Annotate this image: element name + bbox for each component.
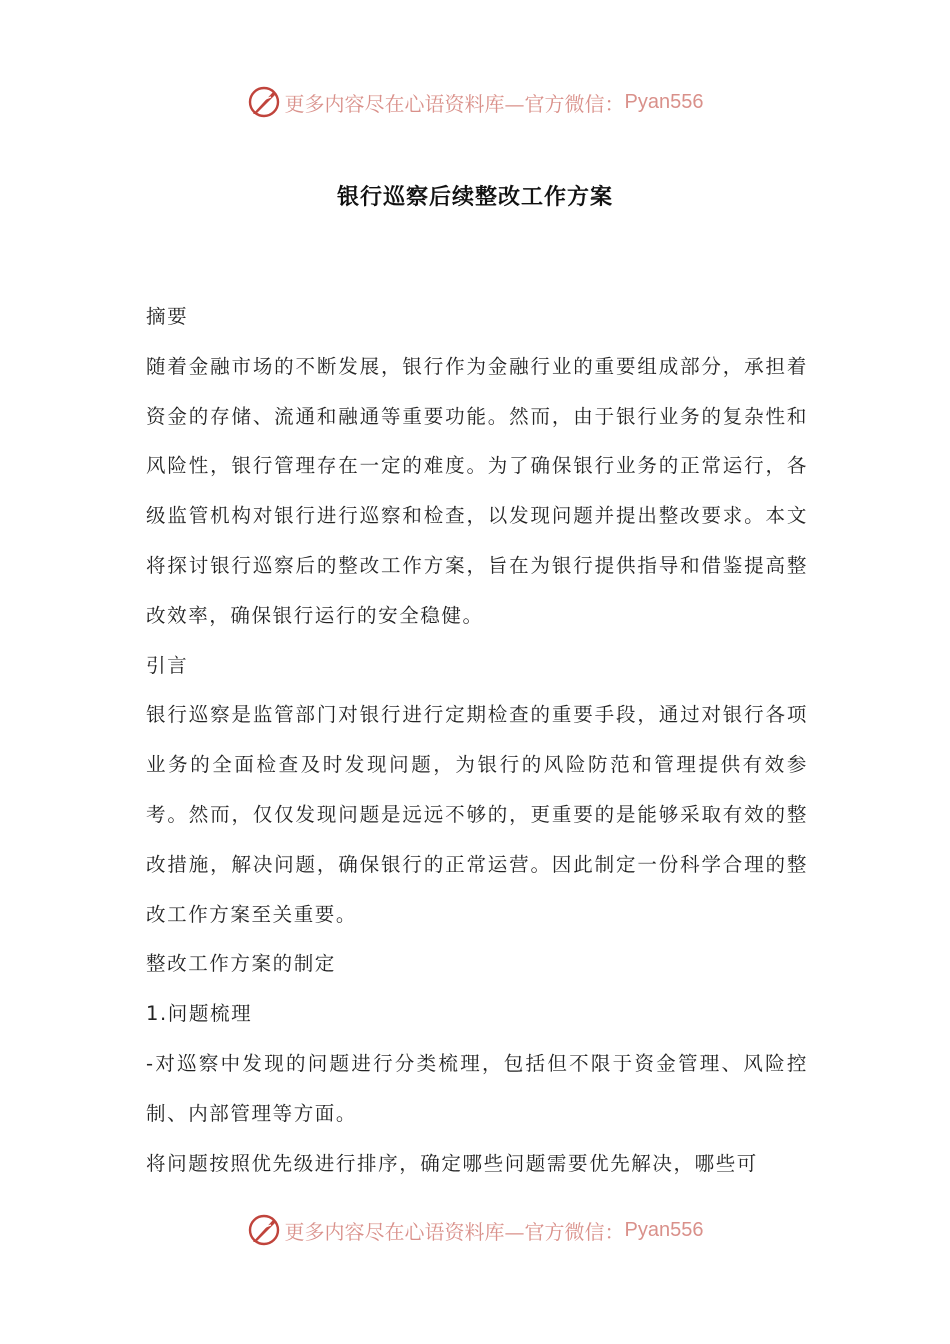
item1-text: 将问题按照优先级进行排序，确定哪些问题需要优先解决，哪些可 bbox=[146, 1151, 758, 1175]
watermark-text: 更多内容尽在心语资料库—官方微信： bbox=[284, 91, 625, 116]
quill-logo-icon bbox=[247, 1213, 281, 1247]
document-body bbox=[146, 292, 808, 1188]
plan-heading: 整改工作方案的制定 bbox=[146, 952, 336, 976]
footer-watermark bbox=[0, 1210, 950, 1250]
intro-paragraph: 银行巡察是监管部门对银行进行定期检查的重要手段，通过对银行各项业务的全面检查及时发现问题，为银行的风险防范和管理提供有效参考。然而，仅仅发现问题是远远不够的，更重要的是能够采取有效的整改措施，解决问题，确保银行的正常运营。因此制定一份科学合理的整改工作方案至关重要。 bbox=[146, 703, 808, 926]
watermark-wechat-id: Pyan556 bbox=[624, 1218, 704, 1241]
abstract-paragraph: 随着金融市场的不断发展，银行作为金融行业的重要组成部分，承担着资金的存储、流通和融通等重要功能。然而，由于银行业务的复杂性和风险性，银行管理存在一定的难度。为了确保银行业务的正常运行，各级监管机构对银行进行巡察和检查，以发现问题并提出整改要求。本文将探讨银行巡察后的整改工作方案，旨在为银行提供指导和借鉴提高整改效率，确保银行运行的安全稳健。 bbox=[146, 354, 808, 627]
document-title: 银行巡察后续整改工作方案 bbox=[336, 184, 613, 210]
intro-heading: 引言 bbox=[146, 653, 189, 677]
watermark-wechat-id: Pyan556 bbox=[624, 90, 704, 113]
item1-bullet: -对巡察中发现的问题进行分类梳理，包括但不限于资金管理、风险控制、内部管理等方面。 bbox=[146, 1051, 808, 1125]
item1-heading: 1.问题梳理 bbox=[146, 1002, 253, 1026]
abstract-heading: 摘要 bbox=[146, 305, 189, 328]
watermark-text: 更多内容尽在心语资料库—官方微信： bbox=[284, 1219, 625, 1244]
header-watermark bbox=[0, 82, 950, 122]
quill-logo-icon bbox=[247, 85, 281, 119]
